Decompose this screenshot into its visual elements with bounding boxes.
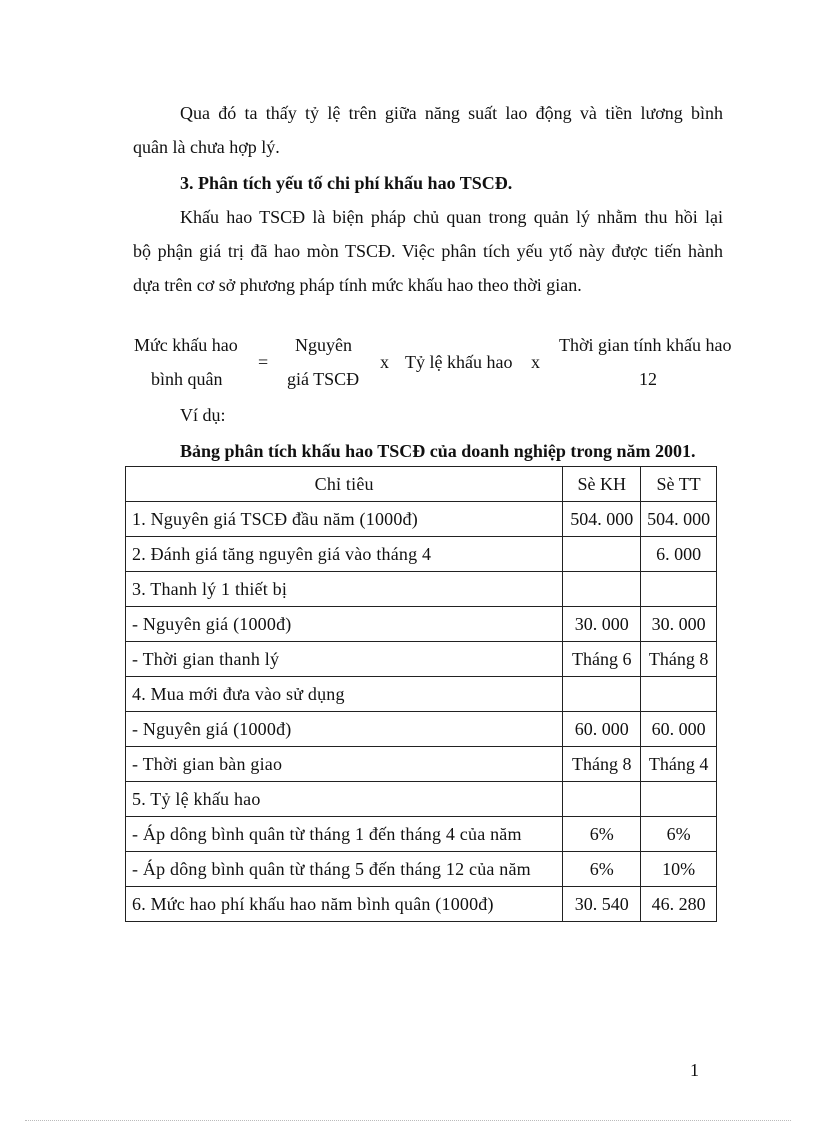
table-cell-actual: 46. 280	[641, 887, 717, 922]
section-heading: 3. Phân tích yếu tố chi phí khấu hao TSCĐ.	[180, 173, 513, 193]
depreciation-formula	[120, 330, 750, 400]
formula-term1-line-1: Nguyên	[295, 335, 352, 355]
formula-lhs-line-1: Mức khấu hao	[134, 335, 238, 355]
table-cell-indicator: - Thời gian bàn giao	[126, 747, 563, 782]
table-header-cell: Sè KH	[563, 467, 641, 502]
formula-term3-denominator: 12	[639, 369, 657, 389]
table-row	[126, 607, 717, 642]
formula-times-2: x	[531, 352, 540, 372]
table-row	[126, 747, 717, 782]
table-cell-indicator: - Áp dông bình quân từ tháng 5 đến tháng 12 của năm	[126, 852, 563, 887]
table-cell-indicator: - Áp dông bình quân từ tháng 1 đến tháng 4 của năm	[126, 817, 563, 852]
table-cell-plan: 504. 000	[563, 502, 641, 537]
table-row	[126, 852, 717, 887]
table-cell-plan: Tháng 6	[563, 642, 641, 677]
formula-equals: =	[258, 352, 269, 372]
table-header-cell: Sè TT	[641, 467, 717, 502]
table-cell-plan	[563, 782, 641, 817]
formula-lhs-line-2: bình quân	[151, 369, 223, 389]
table-cell-plan: 6%	[563, 852, 641, 887]
table-cell-actual	[641, 677, 717, 712]
paragraph-1-line-2: quân là chưa hợp lý.	[133, 137, 280, 157]
table-cell-plan: 6%	[563, 817, 641, 852]
table-cell-plan: 30. 000	[563, 607, 641, 642]
table-row	[126, 782, 717, 817]
table-cell-indicator: - Nguyên giá (1000đ)	[126, 712, 563, 747]
table-cell-indicator: 3. Thanh lý 1 thiết bị	[126, 572, 563, 607]
formula-term2: Tỷ lệ khấu hao	[405, 352, 513, 372]
table-row	[126, 712, 717, 747]
formula-times-1: x	[380, 352, 389, 372]
table-row	[126, 677, 717, 712]
table-row	[126, 502, 717, 537]
table-cell-actual: 6. 000	[641, 537, 717, 572]
table-header-row	[126, 467, 717, 502]
table-row	[126, 537, 717, 572]
table-cell-actual: Tháng 8	[641, 642, 717, 677]
table-row	[126, 572, 717, 607]
table-cell-actual: Tháng 4	[641, 747, 717, 782]
table-cell-indicator: 1. Nguyên giá TSCĐ đầu năm (1000đ)	[126, 502, 563, 537]
table-cell-actual: 6%	[641, 817, 717, 852]
formula-term3-numerator: Thời gian tính khấu hao	[559, 335, 732, 355]
table-cell-actual: 60. 000	[641, 712, 717, 747]
table-cell-indicator: 4. Mua mới đưa vào sử dụng	[126, 677, 563, 712]
table-cell-indicator: - Nguyên giá (1000đ)	[126, 607, 563, 642]
table-cell-actual	[641, 572, 717, 607]
table-cell-plan: Tháng 8	[563, 747, 641, 782]
table-row	[126, 817, 717, 852]
table-cell-plan	[563, 677, 641, 712]
table-cell-indicator: 2. Đánh giá tăng nguyên giá vào tháng 4	[126, 537, 563, 572]
table-cell-plan	[563, 537, 641, 572]
paragraph-1-line-1: Qua đó ta thấy tỷ lệ trên giữa năng suất lao động và tiền lương bình	[180, 103, 723, 123]
table-header-cell: Chỉ tiêu	[126, 467, 563, 502]
table-cell-actual: 30. 000	[641, 607, 717, 642]
table-row	[126, 887, 717, 922]
paragraph-2-line-1: Khấu hao TSCĐ là biện pháp chủ quan trong quản lý nhằm thu hồi lại	[180, 207, 723, 227]
table-title: Bảng phân tích khấu hao TSCĐ của doanh nghiệp trong năm 2001.	[180, 441, 696, 461]
table-cell-indicator: 5. Tỷ lệ khấu hao	[126, 782, 563, 817]
formula-term1-line-2: giá TSCĐ	[287, 369, 360, 389]
table-cell-indicator: 6. Mức hao phí khấu hao năm bình quân (1000đ)	[126, 887, 563, 922]
paragraph-2-line-2: bộ phận giá trị đã hao mòn TSCĐ. Việc phân tích yếu ytố này được tiến hành	[133, 241, 723, 261]
page-number: 1	[690, 1060, 699, 1080]
table-cell-actual	[641, 782, 717, 817]
table-row	[126, 642, 717, 677]
table-cell-actual: 504. 000	[641, 502, 717, 537]
table-cell-plan: 60. 000	[563, 712, 641, 747]
table-cell-indicator: - Thời gian thanh lý	[126, 642, 563, 677]
example-label: Ví dụ:	[180, 405, 226, 425]
table-cell-plan	[563, 572, 641, 607]
page-footer-divider	[25, 1120, 791, 1121]
table-cell-plan: 30. 540	[563, 887, 641, 922]
paragraph-2-line-3: dựa trên cơ sở phương pháp tính mức khấu hao theo thời gian.	[133, 275, 582, 295]
table-cell-actual: 10%	[641, 852, 717, 887]
depreciation-table	[125, 466, 717, 922]
